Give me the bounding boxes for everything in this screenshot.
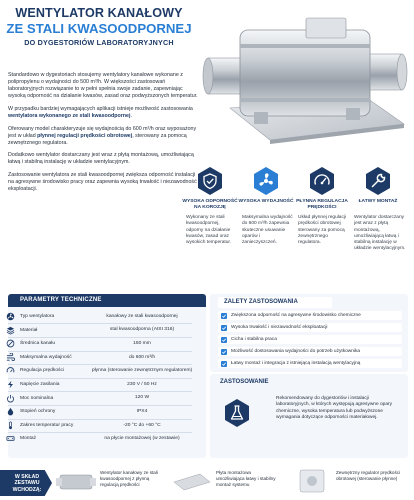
param-label: Zakres temperatur pracy (20, 422, 74, 428)
intro-paragraph-2: W przypadku bardziej wymagających aplikacji istnieje możliwość zastosowania wentylatora wykonanego ze stali kwasoodpornej. (8, 105, 193, 119)
airflow-icon (6, 353, 15, 362)
param-row (6, 325, 194, 336)
advantage-item (218, 323, 402, 332)
title-line-1: WENTYLATOR KANAŁOWY (15, 6, 183, 20)
param-row (6, 420, 194, 431)
param-label: Materiał (20, 327, 38, 333)
param-label: Napięcie zasilania (20, 382, 60, 387)
param-label: Regulacja prędkości (20, 368, 65, 374)
advantage-item (218, 347, 402, 356)
param-value: do 600 m³/h (128, 354, 156, 360)
param-row (6, 379, 194, 390)
param-row (6, 393, 194, 404)
param-label: Stopień ochrony (20, 409, 56, 415)
param-row (6, 365, 194, 376)
power-icon (6, 394, 15, 403)
feature-corrosion: WYSOKA ODPORNOŚĆ NA KOROZJĘ Wykonany ze stali kwasoodpornej, odporny na działanie kwasów, zasad oraz wysokich temperatur. (182, 166, 238, 246)
feature-speed-control: PŁYNNA REGULACJA PRĘDKOŚCI Układ płynnej regulacji prędkości obrotowej sterowany za pomocą zewnętrznego regulatora. (294, 166, 350, 246)
intro-text (8, 72, 198, 199)
gauge-icon (307, 166, 337, 196)
technical-parameters-title: PARAMETRY TECHNICZNE (8, 294, 206, 307)
drop-icon (6, 407, 15, 416)
param-label: Typ wentylatora (20, 314, 55, 319)
feature-easy-mount: ŁATWY MONTAŻ Wentylator dostarczany jest wraz z płytą montażową, umożliwiającą łatwą i stabilną instalację w układzie wentylacyjnym. (350, 166, 406, 253)
param-row (6, 352, 194, 363)
advantage-text: Wysoka trwałość i niezawodność eksploatacji (231, 325, 328, 330)
regulator-thumbnail (292, 464, 332, 496)
param-label: Maksymalna wydajność (20, 354, 72, 360)
wrench-icon (363, 166, 393, 196)
param-value: kanałowy ze stali kwasoodpornej (106, 313, 178, 319)
param-label: Moc nominalna (20, 395, 54, 401)
layers-icon (6, 326, 15, 335)
gauge-icon (6, 366, 15, 375)
intro-paragraph-4: Dodatkowo wentylator dostarczany jest wraz z płytą montażową, umożliwiającą łatwą i stabilną instalację w układzie wentylacyjnym. (8, 152, 194, 166)
param-row (6, 406, 194, 417)
bolt-icon (6, 380, 15, 389)
check-icon (221, 349, 227, 355)
param-value: -20 °C do +60 °C (123, 422, 161, 428)
advantage-item (218, 359, 402, 368)
advantage-text: Zwiększona odporność na agresywne środowisko chemiczne (231, 313, 361, 318)
param-label: Montaż (20, 436, 37, 442)
check-icon (221, 337, 227, 343)
param-value: stal kwasoodporna (AISI 316) (109, 327, 175, 333)
advantage-item (218, 335, 402, 344)
param-row (6, 433, 194, 444)
plate-icon (6, 434, 15, 443)
fan-thumbnail (56, 466, 96, 496)
usage-card (210, 374, 408, 458)
lab-flask-icon (222, 398, 252, 428)
param-value: na płycie montażowej (w zestawie) (104, 436, 180, 442)
subtitle: DO DYGESTORIÓW LABORATORYJNYCH (24, 38, 174, 47)
check-icon (221, 325, 227, 331)
plate-thumbnail (172, 468, 212, 496)
param-value: 230 V / 50 Hz (127, 381, 157, 387)
advantage-text: Łatwy montaż i integracja z istniejącą instalacją wentylacyjną (231, 361, 361, 366)
fan-icon (251, 166, 281, 196)
param-row (6, 338, 194, 349)
kit-title: W SKŁAD ZESTAWU WCHODZĄ: (12, 474, 42, 493)
thermometer-icon (6, 421, 15, 430)
page-title (0, 6, 198, 48)
title-line-2: ZE STALI KWASOODPORNEJ (6, 21, 192, 36)
usage-title: ZASTOSOWANIE (220, 379, 269, 385)
advantage-item (218, 311, 402, 320)
param-label: Średnica kanału (20, 341, 56, 347)
param-value: IPX4 (136, 408, 148, 414)
usage-text: Rekomendowany do dygestoriów i instalacji laboratoryjnych, w których występują agresywne opary chemiczne, wysoka temperatura lub podwyższone wymagania dotyczące odporności materiałowej. (276, 396, 392, 420)
feature-list (182, 166, 414, 286)
advantages-title: ZALETY ZASTOSOWANIA (218, 297, 332, 308)
feature-performance: WYSOKA WYDAJNOŚĆ Maksymalna wydajność do 600 m³/h zapewnia skuteczne usuwanie oparów i zanieczyszczeń. (238, 166, 294, 246)
check-icon (221, 313, 227, 319)
kit-item-fan: Wentylator kanałowy ze stali kwasoodpornej z płynną regulacją prędkości (100, 470, 158, 487)
intro-paragraph-3: Oferowany model charakteryzuje się wydajnością do 600 m³/h oraz wyposażony jest w układ płynnej regulacji prędkości obrotowej, sterowany za pomocą zewnętrznego regulatora. (8, 125, 197, 146)
param-value: 120 W (134, 395, 150, 401)
kit-item-plate: Płyta montażowa umożliwiająca łatwy i stabilny montaż systemu (216, 470, 276, 487)
diameter-icon (6, 339, 15, 348)
intro-paragraph-5: Zastosowanie wentylatora ze stali kwasoodpornej zwiększa odporność instalacji na agresywne środowisko pracy oraz zapewnia wysoką trwałość i niezawodność eksploatacji. (8, 172, 197, 193)
intro-paragraph-1: Standardowo w dygestoriach stosujemy wentylatory kanałowe wykonane z polipropylenu o wydajności do 500 m³/h. W większości zastosowań laboratoryjnych rozwiązanie to w pełni spełnia swoje zadanie, zapewniając wysoką odporność na działanie kwasów, zasad oraz podwyższonych temperatur. (8, 72, 198, 100)
fan-product-image (196, 0, 414, 160)
param-row (6, 311, 194, 322)
advantage-text: Cicha i stabilna praca (231, 337, 277, 342)
fan-icon (6, 312, 15, 321)
check-icon (221, 361, 227, 367)
param-value: 150 mm (133, 340, 151, 346)
advantage-text: Możliwość dostosowania wydajności do potrzeb użytkownika (231, 349, 361, 354)
shield-icon (195, 166, 225, 196)
param-value: płynna (sterowanie zewnętrznym regulatorem) (91, 368, 193, 374)
kit-item-regulator: Zewnętrzny regulator prędkości obrotowej (sterowanie płynne) (336, 470, 401, 481)
